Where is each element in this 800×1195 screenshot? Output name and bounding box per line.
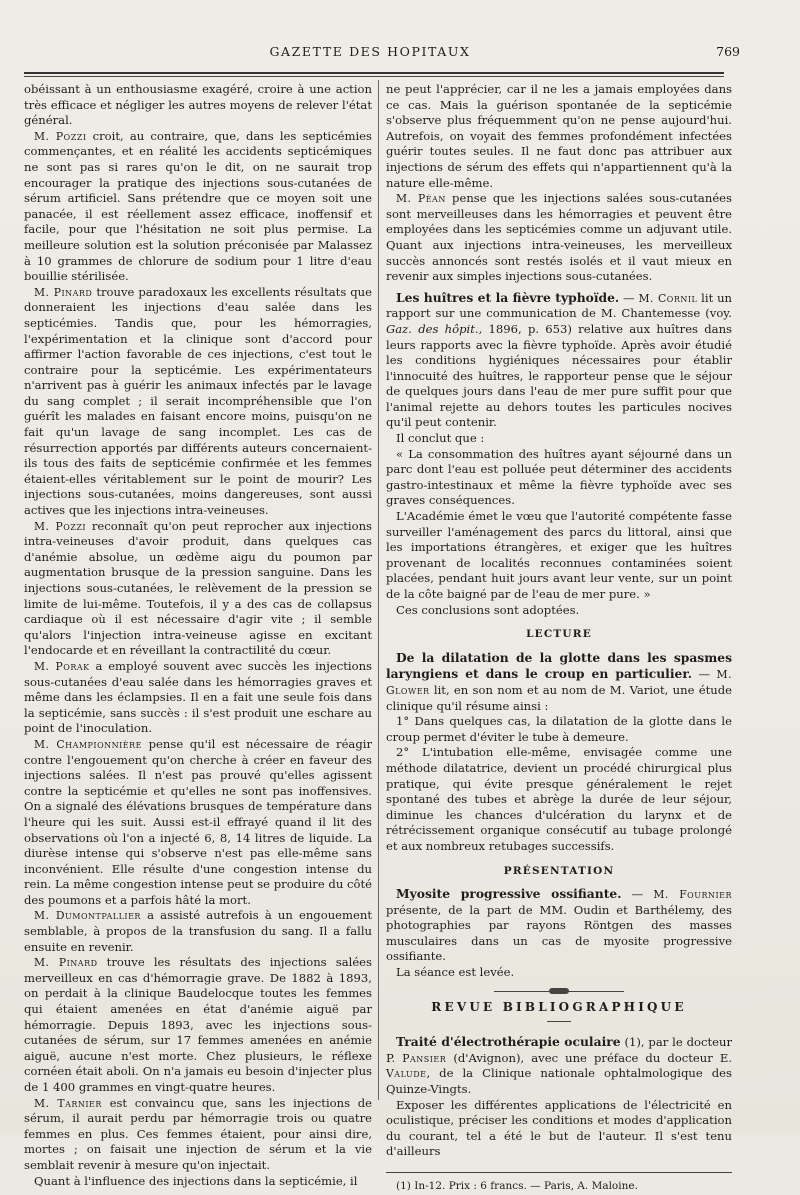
column-divider	[378, 80, 379, 1100]
speaker-name: M. Fournier	[653, 888, 733, 902]
dash: —	[623, 290, 635, 305]
dash: —	[631, 887, 644, 902]
speaker-name: M. Péan	[396, 192, 446, 206]
paragraph	[24, 519, 372, 659]
paragraph	[386, 886, 732, 965]
speaker-name: M. Pozzi	[34, 129, 87, 143]
paragraph	[24, 908, 372, 955]
speaker-name: M. Glower	[386, 668, 733, 697]
speaker-name: M. Tarnier	[34, 1096, 102, 1110]
section-title-lecture: LECTURE	[526, 628, 592, 641]
paragraph	[386, 290, 732, 431]
paragraph: Quant à l'influence des injections dans la septicémie, il	[34, 1173, 358, 1188]
paragraph	[386, 650, 732, 714]
article-heading: Les huîtres et la fièvre typhoïde.	[396, 289, 620, 305]
paragraph-text: trouve paradoxaux les excellents résultats que donneraient les injections d'eau salée dans les septicémies. Tandis que, pour les hémorragies, l'expérimentation et la clinique sont d'accord pour affirmer l'action favorable de ces injections, c'est tout le contraire pour la septicémie. Les expérimentateurs n'arrivent pas à guérir les animaux infectés par le lavage du sang complet ; il serait incompréhensible que l'on guérît les malades en faisant encore moins, puisqu'on ne fait qu'un lavage de sang incomplet. Les cas de résurrection apportés par différents auteurs concernaient-ils tous des faits de septicémie confirmée et les femmes étaient-elles véritablement sur le point de mourir? Les injections sous-cutanées, moins dangereuses, sont aussi actives que les injections intra-veineuses.	[24, 284, 373, 518]
speaker-name: M. Porak	[34, 659, 90, 673]
header-rule-thin	[24, 76, 724, 77]
speaker-name: M. Dumontpallier	[34, 909, 141, 923]
article-heading: Myosite progressive ossifiante.	[396, 886, 622, 902]
header-rule	[24, 72, 724, 74]
paragraph: 2° L'intubation elle-même, envisagée comme une méthode dilatatrice, devient un procédé chirurgical plus pratique, qui évite presque généralement le rejet spontané des tubes et abrège la durée de leur séjour, diminue les chances d'ulcération du larynx et de rétrécissement organique consécutif au tubage prolongé et aux nombreux retubages successifs.	[386, 745, 732, 853]
speaker-name: M. Pozzi	[34, 519, 87, 533]
article-heading: De la dilatation de la glotte dans les spasmes laryngiens et dans le croup en particulier.	[386, 649, 732, 682]
section-title-revue: REVUE BIBLIOGRAPHIQUE	[431, 999, 687, 1014]
author-name: Valude	[386, 1067, 427, 1081]
paragraph-text: (d'Avignon), avec une préface du docteur E.	[453, 1050, 733, 1065]
journal-title: GAZETTE DES HOPITAUX	[269, 44, 471, 59]
footnote-marker: (1),	[624, 1035, 645, 1050]
footnote: (1) In-12. Prix : 6 francs. — Paris, A. Maloine.	[396, 1180, 638, 1192]
paragraph-text: , de la Clinique nationale ophtalmologique des Quinze-Vingts.	[386, 1066, 732, 1097]
paragraph-text: croit, au contraire, que, dans les septicémies commençantes, et en réalité les accidents septicémiques ne sont pas si rares qu'on le dit, on ne saurait trop encourager la pratique des injections sous-cutanées de sérum artificiel. Sans prétendre que ce moyen soit une panacée, il est réellement assez efficace, inoffensif et facile, pour que l'hésitation ne soit plus permise. La meilleure solution est la solution préconisée par Malassez à 10 grammes de chlorure de sodium pour 1 litre d'eau bouillie stérilisée.	[24, 128, 372, 284]
paragraph	[24, 955, 372, 1095]
short-rule	[547, 1021, 571, 1022]
section-title-presentation: PRÉSENTATION	[503, 864, 615, 877]
paragraph: L'Académie émet le vœu que l'autorité compétente fasse surveiller l'aménagement des parcs du littoral, ainsi que les importations étrangères, et exiger que les huîtres provenant de localités reconnues contaminées soient placées, pendant huit jours avant leur vente, sur un point de la côte baigné par de l'eau de mer pure. »	[386, 509, 732, 601]
paragraph: Exposer les différentes applications de l'électricité en oculistique, préciser les conditions et modes d'application du courant, tel a été le but de l'auteur. Il s'est tenu d'ailleurs	[386, 1097, 732, 1159]
paragraph: Il conclut que :	[396, 431, 485, 446]
speaker-name: M. Championnière	[34, 737, 143, 751]
page-header	[0, 42, 800, 62]
paragraph: ne peut l'apprécier, car il ne les a jamais employées dans ce cas. Mais la guérison spontanée de la septicémie s'observe plus fréquemment qu'on ne pense aujourd'hui. Autrefois, on voyait des femmes profondément infectées guérir toutes seules. Il ne faut donc pas attribuer aux injections de sérum des effets qui n'appartiennent qu'à la nature elle-même.	[386, 82, 732, 190]
paragraph-text: lit un rapport sur une communication de M. Chantemesse (voy.	[386, 290, 732, 321]
paragraph	[24, 129, 372, 285]
reference: Gaz. des hôpit.,	[386, 321, 483, 336]
speaker-name: M. Cornil	[638, 291, 698, 305]
author-name: Pansier	[402, 1051, 447, 1065]
paragraph	[386, 191, 732, 285]
dash: —	[698, 667, 711, 682]
paragraph: 1° Dans quelques cas, la dilatation de la glotte dans le croup permet d'éviter le tube à demeure.	[386, 714, 732, 744]
paragraph	[24, 737, 372, 909]
speaker-name: M. Pinard	[34, 956, 98, 970]
paragraph-text: lit, en son nom et au nom de M. Variot, une étude clinique qu'il résume ainsi :	[386, 682, 732, 713]
paragraph: La séance est levée.	[396, 965, 515, 980]
right-column	[386, 82, 732, 1195]
paragraph-text: a assisté autrefois à un engouement semblable, à propos de la transfusion du sang. Il a fallu ensuite en revenir.	[24, 908, 373, 954]
paragraph-text: par le docteur P.	[386, 1035, 733, 1065]
paragraph-text: reconnaît qu'on peut reprocher aux injections intra-veineuses d'avoir produit, dans quelques cas d'anémie absolue, un œdème aigu du poumon par augmentation brusque de la pression sanguine. Dans les injections sous-cutanées, le relèvement de la pression se limite de lui-même. Toutefois, il y a des cas de collapsus cardiaque où il est nécessaire d'agir vite ; il semble qu'alors l'injection intra-veineuse agisse en excitant l'endocarde et en réveillant la contractilité du cœur.	[24, 518, 372, 658]
page-number: 769	[716, 44, 740, 59]
speaker-name: M. Pinard	[34, 285, 93, 299]
footnote-rule	[386, 1172, 732, 1173]
paragraph: Ces conclusions sont adoptées.	[396, 602, 580, 617]
paragraph-text: est convaincu que, sans les injections de sérum, il aurait perdu par hémorragie trois ou quatre femmes en plus. Ces femmes étaient, pour ainsi dire, mortes ; on faisait une injection de sérum et la vie semblait revenir à mesure qu'on injectait.	[24, 1095, 373, 1172]
paragraph-text: pense qu'il est nécessaire de réagir contre l'engouement qu'on cherche à créer en faveur des injections salées. Il n'est pas prouvé qu'elles agissent contre la septicémie et qu'elles ne sont pas inoffensives. On a signalé des élévations brusques de température dans l'heure qui les suit. Aussi est-il effrayé quand il lit des observations où l'on a injecté 6, 8, 14 litres de liquide. La diurèse intense qui s'observe n'est pas elle-même sans inconvénient. Elle résulte d'une congestion intense du rein. La même congestion intense peut se produire du côté des poumons et a parfois hâté la mort.	[24, 736, 373, 907]
ornamental-rule	[494, 991, 624, 992]
left-column	[24, 82, 372, 1189]
paragraph-text: présente, de la part de MM. Oudin et Barthélemy, des photographies par rayons Röntgen des masses musculaires dans un cas de myosite progressive ossifiante.	[386, 902, 732, 964]
paragraph: « La consommation des huîtres ayant séjourné dans un parc dont l'eau est polluée peut déterminer des accidents gastro-intestinaux et même la fièvre typhoïde avec ses graves conséquences.	[386, 446, 732, 508]
paragraph-text: 1896, p. 653) relative aux huîtres dans leurs rapports avec la fièvre typhoïde. Après avoir étudié les conditions hygiéniques nécessaires pour établir l'innocuité des huîtres, le rapporteur pense que le séjour de quelques jours dans l'eau de mer pure suffit pour que l'animal rejette au dehors toutes les particules nocives qu'il peut contenir.	[386, 321, 732, 430]
paragraph	[386, 1034, 732, 1097]
paragraph	[24, 285, 372, 519]
article-heading: Traité d'électrothérapie oculaire	[396, 1034, 621, 1050]
paragraph-text: trouve les résultats des injections salées merveilleux en cas d'hémorragie grave. De 1882 à 1893, on perdait à la clinique Baudelocque toutes les femmes qui étaient amenées en état d'anémie aiguë par hémorragie. Depuis 1893, avec les injections sous-cutanées de sérum, sur 17 femmes amenées en anémie aiguë, aucune n'est morte. Chez plusieurs, le réflexe cornéen était aboli. On n'a jamais eu besoin d'injecter plus de 1 400 grammes en vingt-quatre heures.	[24, 955, 372, 1094]
paragraph-text: pense que les injections salées sous-cutanées sont merveilleuses dans les hémorragies et peuvent être employées dans les septicémies comme un adjuvant utile. Quant aux injections intra-veineuses, les merveilleux succès annoncés sont restés isolés et il vaut mieux en revenir aux simples injections sous-cutanées.	[386, 191, 732, 284]
paragraph: obéissant à un enthousiasme exagéré, croire à une action très efficace et négliger les autres moyens de relever l'état général.	[24, 82, 372, 128]
paragraph-text: a employé souvent avec succès les injections sous-cutanées d'eau salée dans les hémorragies graves et même dans les éclampsies. Il en a fait une seule fois dans la septicémie, sans succès : il s'est produit une eschare au point de l'inoculation.	[24, 658, 372, 736]
paragraph	[24, 659, 372, 737]
